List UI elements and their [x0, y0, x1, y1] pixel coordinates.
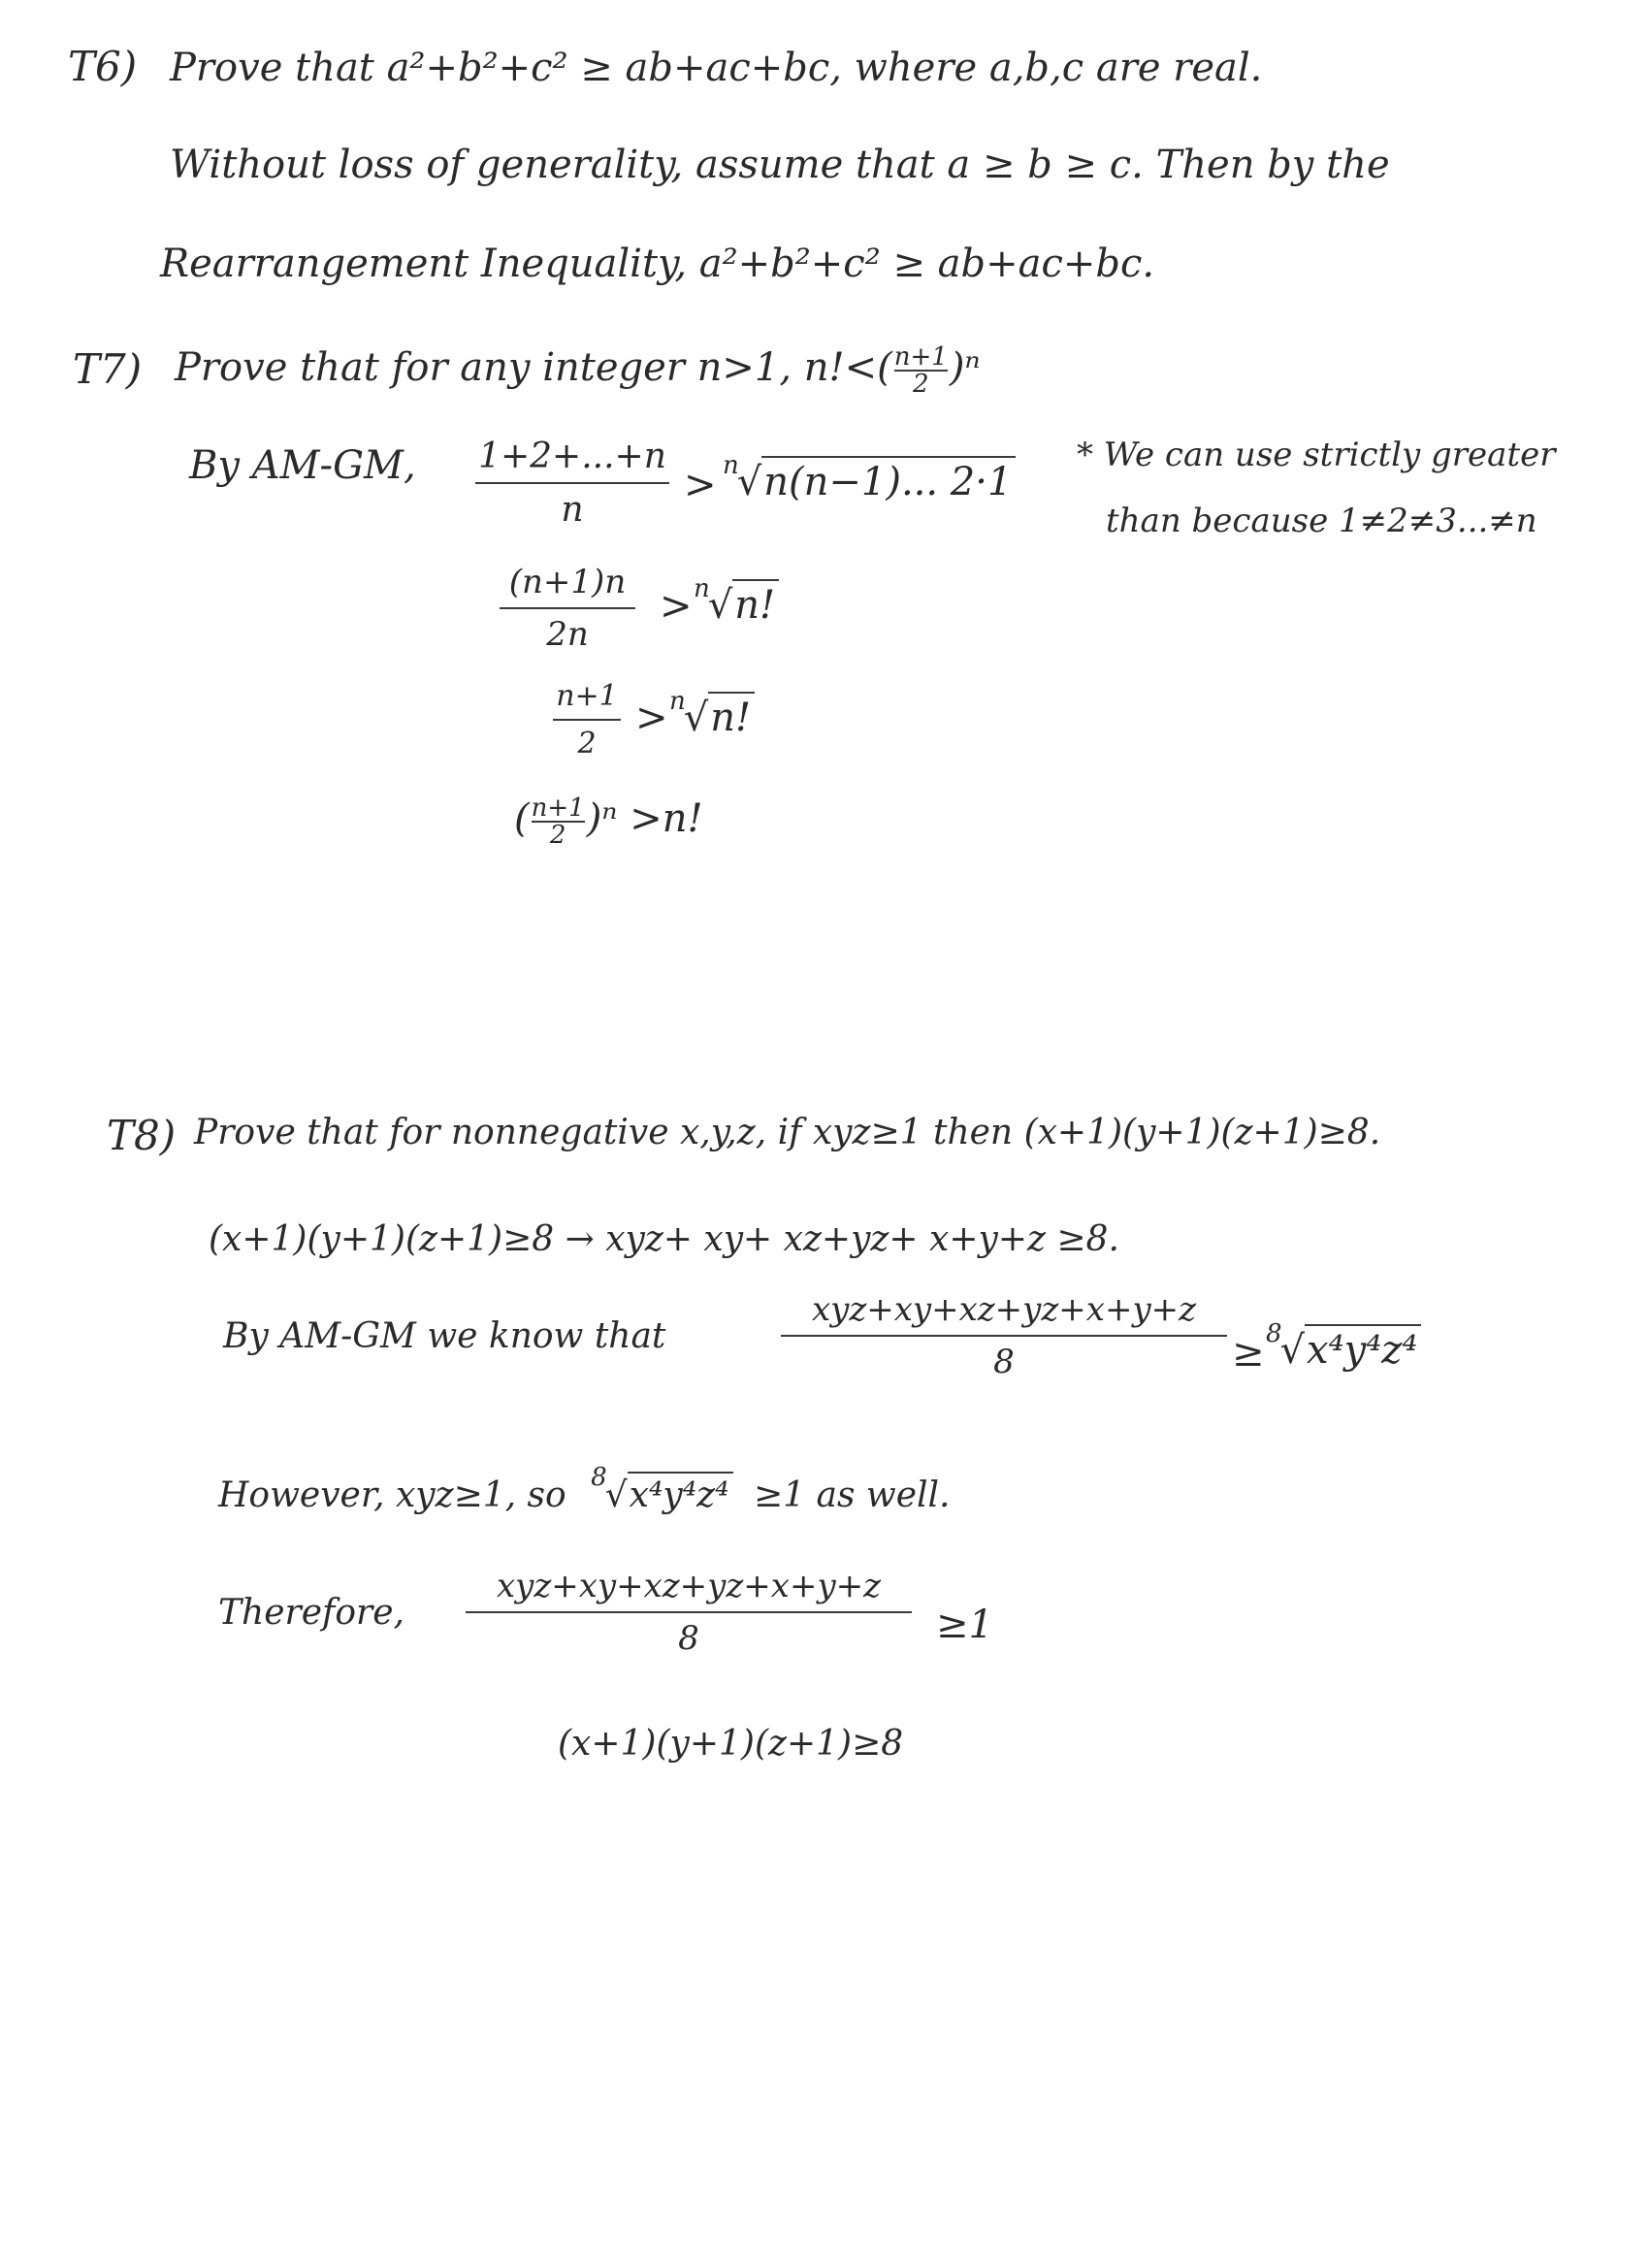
root-radicand: x⁴y⁴z⁴: [1305, 1324, 1421, 1373]
paren-close: )ⁿ: [586, 796, 618, 841]
fraction: [475, 437, 669, 530]
side-note: than because 1≠2≠3...≠n: [1106, 502, 1537, 540]
fraction: [781, 1290, 1227, 1381]
relation-symbol: >: [635, 696, 668, 740]
relation-symbol: ≥1: [936, 1603, 993, 1647]
am-gm-intro: By AM-GM we know that: [223, 1316, 666, 1356]
nth-root: $^8$√x⁴y⁴z⁴: [1266, 1319, 1421, 1373]
root-radicand: n(n−1)... 2·1: [761, 456, 1016, 504]
root-index: n: [694, 574, 710, 603]
fraction-denominator: 2: [577, 727, 597, 761]
root-radicand: n!: [708, 692, 755, 740]
fraction: [466, 1567, 912, 1658]
fraction: [553, 679, 621, 761]
side-note: * We can use strictly greater: [1077, 436, 1556, 474]
root-index: 8: [591, 1463, 607, 1492]
problem-label-t8: T8): [107, 1112, 177, 1159]
statement-text: Prove that for any integer n>1, n!<(: [175, 345, 892, 390]
fraction-denominator: 8: [678, 1619, 699, 1658]
problem-label-t7: T7): [73, 345, 143, 393]
however-text: However, xyz≥1, so: [218, 1475, 566, 1515]
final-tail: >n!: [630, 796, 703, 841]
final-inequality-t7: [514, 795, 703, 848]
proof-line: Rearrangement Inequality, a²+b²+c² ≥ ab+ac+bc.: [160, 242, 1155, 286]
fraction-numerator: xyz+xy+xz+yz+x+y+z: [496, 1567, 882, 1605]
problem-statement-t8: Prove that for nonnegative x,y,z, if xyz≥1 then (x+1)(y+1)(z+1)≥8.: [194, 1113, 1381, 1152]
problem-statement-t6: Prove that a²+b²+c² ≥ ab+ac+bc, where a,b,c are real.: [170, 46, 1263, 90]
problem-statement-t7: [175, 344, 981, 397]
root-index: n: [669, 687, 686, 716]
root-radicand: x⁴y⁴z⁴: [628, 1472, 733, 1515]
fraction-numerator: n+1: [893, 342, 948, 372]
relation-symbol: >: [684, 463, 717, 507]
nth-root: $^n$√n(n−1)... 2·1: [723, 451, 1016, 504]
fraction-denominator: n: [561, 490, 584, 530]
am-gm-intro: By AM-GM,: [189, 443, 416, 488]
fraction-denominator: 2: [913, 370, 929, 399]
fraction-numerator: xyz+xy+xz+yz+x+y+z: [811, 1290, 1197, 1329]
fraction-numerator: (n+1)n: [508, 563, 627, 601]
however-line: [218, 1465, 950, 1513]
proof-line: Without loss of generality, assume that a ≥ b ≥ c. Then by the: [170, 143, 1390, 187]
fraction-denominator: 2: [549, 821, 566, 850]
nth-root: $^n$√n!: [694, 574, 779, 628]
root-radicand: n!: [732, 579, 779, 628]
fraction-denominator: 8: [993, 1343, 1015, 1381]
root-index: n: [723, 451, 739, 480]
root-index: 8: [1266, 1319, 1282, 1348]
relation-symbol: >: [660, 584, 693, 629]
statement-text: )ⁿ: [949, 345, 981, 390]
inline-fraction: [532, 795, 585, 848]
conclusion-t8: (x+1)(y+1)(z+1)≥8: [558, 1724, 904, 1764]
fraction: [500, 563, 635, 654]
fraction-numerator: n+1: [556, 679, 618, 713]
problem-label-t6: T6): [68, 43, 138, 90]
fraction-numerator: 1+2+...+n: [478, 437, 666, 476]
therefore-text: Therefore,: [218, 1593, 404, 1633]
nth-root: $^8$√x⁴y⁴z⁴: [591, 1475, 744, 1515]
however-suffix: ≥1 as well.: [754, 1475, 951, 1515]
relation-symbol: ≥: [1232, 1331, 1265, 1376]
expansion-line: (x+1)(y+1)(z+1)≥8 → xyz+ xy+ xz+yz+ x+y+z ≥8.: [209, 1219, 1119, 1259]
fraction-denominator: 2n: [546, 615, 589, 654]
nth-root: $^n$√n!: [669, 687, 755, 740]
fraction-numerator: n+1: [531, 794, 585, 823]
statement-fraction: [894, 344, 948, 397]
paren-open: (: [514, 796, 530, 841]
